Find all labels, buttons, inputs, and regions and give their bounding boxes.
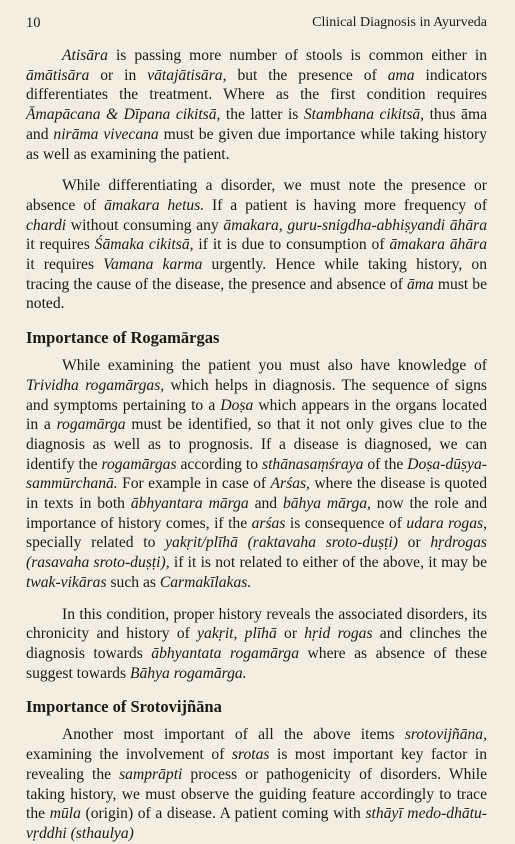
text-run: If a patient is having more frequency of — [204, 196, 488, 214]
italic-term: rogamārgas — [101, 455, 177, 473]
text-run: specially related to — [26, 534, 166, 552]
italic-term: ābhyantara mārga — [130, 495, 249, 513]
italic-term: sthāyī medo-dhātu-vṛddhi (sthaulya) — [26, 805, 487, 842]
text-run: according to — [176, 455, 263, 473]
italic-term: Vamana karma — [103, 256, 203, 274]
text-run: where as absence of these suggest towards — [26, 644, 487, 682]
italic-term: vātajātisāra, — [147, 66, 227, 84]
italic-term: nirāma vivecana — [53, 125, 159, 143]
text-run: but the presence of — [226, 66, 388, 84]
italic-term: āmātisāra — [26, 66, 90, 84]
italic-term: udara rogas, — [406, 514, 487, 532]
italic-term: āmakara āhāra — [389, 236, 488, 254]
text-run: While examining the patient you must also have knowledge of — [62, 357, 487, 375]
italic-term: ama — [387, 66, 415, 84]
text-run: if it is not related to either of the above, it may be — [169, 554, 487, 572]
text-run: In this condition, proper history reveals the associated disorders, its chronicity and history of — [26, 605, 487, 643]
italic-term: samprāpti — [119, 765, 183, 783]
italic-term: Bāhya rogamārga. — [129, 664, 247, 682]
italic-term: yakṛit/plīhā (raktavaha sroto-duṣṭi) — [165, 534, 398, 552]
italic-term: ābhyantata rogamārga — [151, 644, 299, 662]
text-run: it requires — [26, 256, 104, 274]
text-run: urgently. Hence while taking history, on tracing the cause of the disease, the presence and absence of — [26, 256, 487, 293]
italic-term: Āmapācana & Dīpana cikitsā, — [26, 106, 221, 124]
page-number: 10 — [26, 15, 41, 31]
text-run: (origin) of a disease. A patient coming with — [80, 805, 366, 823]
text-run: must be noted. — [26, 275, 487, 313]
italic-term: Atisāra — [62, 47, 108, 64]
italic-term: Carmakīlakas. — [159, 573, 252, 591]
paragraph — [26, 725, 487, 843]
text-run: or in — [89, 66, 148, 84]
text-run: which appears in the organs located in a — [26, 396, 487, 434]
section-heading: Importance of Rogamārgas — [26, 328, 220, 348]
text-run: and — [248, 495, 283, 513]
intro-block — [26, 46, 487, 314]
text-run: it requires — [26, 236, 95, 254]
italic-term: bāhya mārga, — [282, 495, 371, 513]
text-run: without consuming any — [66, 216, 224, 234]
italic-term: rogamārga — [56, 416, 126, 434]
text-run: examining the involvement of — [26, 746, 232, 764]
italic-term: twak-vikāras — [26, 573, 107, 591]
text-run: which helps in diagnosis. The sequence of signs and symptoms pertaining to a — [26, 376, 487, 414]
text-run: now the role and importance of history comes, if the — [26, 495, 487, 532]
italic-term: āmakara, guru-snigdha-abhiṣyandi āhāra — [223, 216, 487, 234]
section-heading: Importance of Srotovijñāna — [26, 697, 222, 717]
italic-term: srotas — [231, 746, 270, 764]
text-run: Another most important of all the above items — [62, 726, 405, 744]
text-run: process or pathogenicity of disorders. While taking history, we must observe the guiding feature accordingly to trace the — [26, 765, 487, 823]
running-title: Clinical Diagnosis in Ayurveda — [312, 15, 487, 30]
italic-term: arśas — [251, 514, 286, 532]
italic-term: hṛdrogas (rasavaha sroto-duṣṭi), — [26, 534, 487, 572]
text-run: For example in case of — [117, 475, 271, 493]
paragraph — [26, 176, 487, 314]
text-run: the latter is — [220, 106, 304, 124]
italic-term: Trividha rogamārgas, — [26, 376, 165, 394]
italic-term: Arśas, — [270, 475, 310, 493]
text-run: or — [397, 534, 431, 552]
italic-term: hṛid rogas — [304, 625, 373, 643]
italic-term: mūla — [49, 805, 81, 823]
italic-term: āmakara hetus. — [104, 196, 205, 214]
italic-term: Śāmaka cikitsā, — [94, 236, 194, 254]
text-run: or — [276, 625, 305, 643]
text-run: and clinches the diagnosis towards — [26, 625, 487, 662]
text-run: where the disease is quoted in texts in both — [26, 475, 487, 513]
text-run: of the — [363, 455, 408, 473]
text-run: must be given due importance while taking history as well as examining the patient. — [26, 125, 487, 163]
text-run: thus āma and — [26, 106, 488, 143]
paragraph — [26, 605, 487, 684]
text-run: indicators differentiates the treatment. Where as the first condition requires — [26, 66, 488, 104]
italic-term: Stambhana cikitsā, — [303, 106, 425, 124]
paragraph — [26, 356, 487, 592]
text-run: must be identified, so that it not only gives clue to the diagnosis as well as to prognosis. If a disease is diagnosed, we can identify the — [26, 416, 487, 473]
text-run: is passing more number of stools is common either in — [107, 47, 487, 64]
italic-term: srotovijñāna, — [404, 726, 487, 744]
running-header — [26, 14, 487, 32]
text-run: such as — [106, 573, 160, 591]
italic-term: Doṣa-dūṣya-sammūrchanā. — [26, 455, 487, 493]
italic-term: chardi — [26, 216, 67, 234]
paragraph — [26, 46, 487, 164]
text-run: is most important key factor in revealing the — [26, 746, 487, 783]
italic-term: yakṛit, plīhā — [197, 625, 277, 643]
text-run: While differentiating a disorder, we must note the presence or absence of — [26, 177, 487, 214]
italic-term: āma — [406, 275, 434, 293]
text-run: if it is due to consumption of — [193, 236, 390, 254]
italic-term: Doṣa — [220, 396, 254, 414]
italic-term: sthānasaṃśraya — [262, 455, 364, 473]
text-run: is consequence of — [285, 514, 407, 532]
